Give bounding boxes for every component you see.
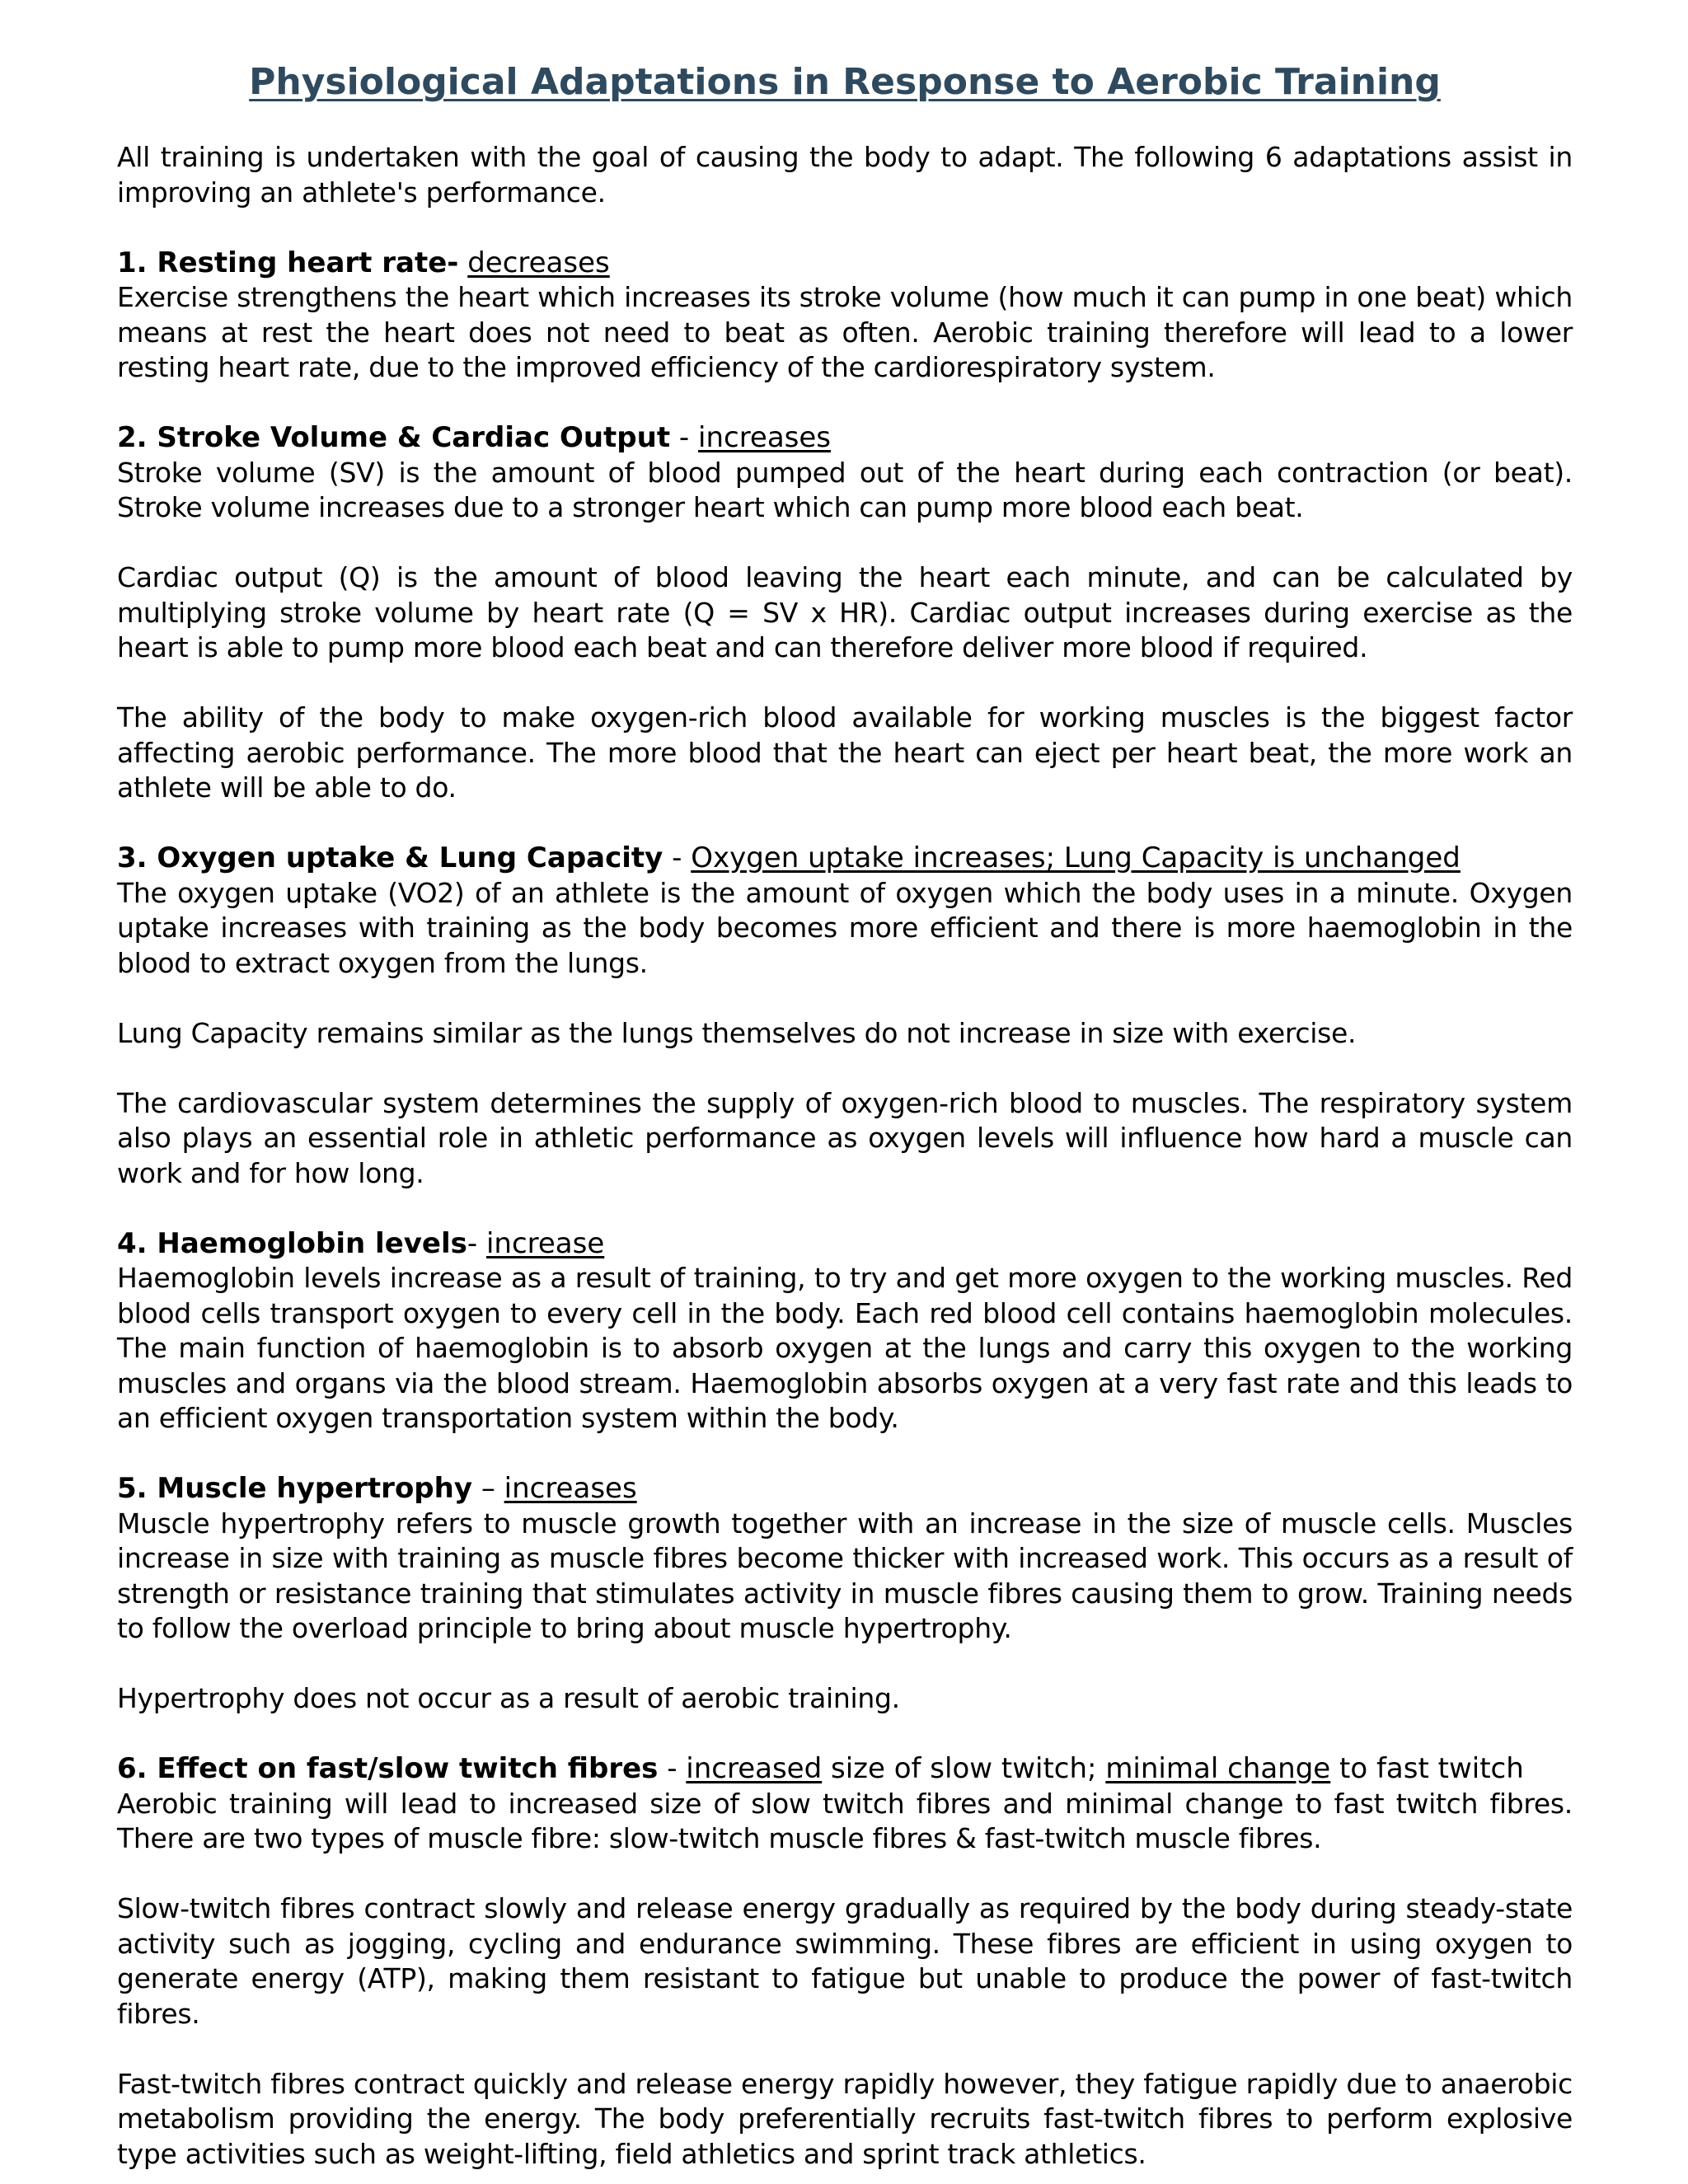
section-paragraph: Slow-twitch fibres contract slowly and release energy gradually as required by the body during steady-state activity such as jogging, cycling and endurance swimming. These fibres are efficient in using oxygen to generate energy (ATP), making them resistant to fatigue but unable to produce the power of fast-twitch fibres.: [117, 1892, 1573, 2030]
section-title: 4. Haemoglobin levels: [117, 1226, 467, 1260]
section-paragraph: Fast-twitch fibres contract quickly and release energy rapidly however, they fatigue rapidly due to anaerobic metabolism providing the energy. The body preferentially recruits fast-twitch fibres to perform explosive type activities such as weight-lifting, field athletics and sprint track athletics.: [117, 2067, 1573, 2170]
section-heading: 5. Muscle hypertrophy – increases: [117, 1472, 637, 1505]
section-muscle-hypertrophy: [117, 1471, 1573, 1717]
section-oxygen-uptake: [117, 841, 1573, 1191]
section-paragraph: Exercise strengthens the heart which increases its stroke volume (how much it can pump in one beat) which means at rest the heart does not need to beat as often. Aerobic training therefore will lead to a lower resting heart rate, due to the improved efficiency of the cardiorespiratory system.: [117, 281, 1573, 383]
section-effect: decreases: [467, 246, 610, 279]
section-heading: 3. Oxygen uptake & Lung Capacity - Oxygen uptake increases; Lung Capacity is unchanged: [117, 841, 1461, 874]
section-effect: Oxygen uptake increases; Lung Capacity is unchanged: [691, 841, 1461, 874]
section-effect-fast: minimal change: [1105, 1752, 1331, 1785]
section-paragraph: Hypertrophy does not occur as a result of aerobic training.: [117, 1682, 900, 1714]
page-title: Physiological Adaptations in Response to Aerobic Training: [249, 61, 1441, 103]
section-haemoglobin: [117, 1226, 1573, 1436]
section-paragraph: Aerobic training will lead to increased size of slow twitch fibres and minimal change to fast twitch fibres. There are two types of muscle fibre: slow-twitch muscle fibres & fast-twitch muscle fibres.: [117, 1787, 1573, 1854]
section-effect: increase: [485, 1226, 605, 1260]
section-effect-slow: increased: [686, 1752, 823, 1785]
section-heading: 4. Haemoglobin levels- increase: [117, 1226, 605, 1260]
section-paragraph: Muscle hypertrophy refers to muscle growth together with an increase in the size of muscle cells. Muscles increase in size with training as muscle fibres become thicker with increased work. This occurs as a result of strength or resistance training that stimulates activity in muscle fibres causing them to grow. Training needs to follow the overload principle to bring about muscle hypertrophy.: [117, 1507, 1573, 1644]
section-title: 3. Oxygen uptake & Lung Capacity: [117, 841, 663, 874]
document-page: [117, 58, 1573, 2172]
section-paragraph: Haemoglobin levels increase as a result of training, to try and get more oxygen to the working muscles. Red blood cells transport oxygen to every cell in the body. Each red blood cell contains haemoglobin molecules. The main function of haemoglobin is to absorb oxygen at the lungs and carry this oxygen to the working muscles and organs via the blood stream. Haemoglobin absorbs oxygen at a very fast rate and this leads to an efficient oxygen transportation system within the body.: [117, 1262, 1573, 1434]
section-title: 2. Stroke Volume & Cardiac Output: [117, 421, 671, 454]
section-paragraph: Cardiac output (Q) is the amount of blood leaving the heart each minute, and can be calculated by multiplying stroke volume by heart rate (Q = SV x HR). Cardiac output increases during exercise as the heart is able to pump more blood each beat and can therefore deliver more blood if required.: [117, 561, 1573, 663]
section-title: 6. Effect on fast/slow twitch fibres: [117, 1752, 659, 1785]
section-paragraph: The oxygen uptake (VO2) of an athlete is the amount of oxygen which the body uses in a minute. Oxygen uptake increases with training as the body becomes more efficient and there is more haemoglobin in the blood to extract oxygen from the lungs.: [117, 876, 1573, 979]
section-paragraph: The cardiovascular system determines the supply of oxygen-rich blood to muscles. The respiratory system also plays an essential role in athletic performance as oxygen levels will influence how hard a muscle can work and for how long.: [117, 1086, 1573, 1189]
section-heading: [117, 246, 1573, 281]
section-heading: 6. Effect on fast/slow twitch fibres - increased size of slow twitch; minimal change to fast twitch: [117, 1752, 1524, 1785]
section-title: 1. Resting heart rate-: [117, 246, 459, 279]
intro-paragraph: All training is undertaken with the goal of causing the body to adapt. The following 6 adaptations assist in improving an athlete's performance.: [117, 141, 1573, 209]
section-paragraph: Stroke volume (SV) is the amount of blood pumped out of the heart during each contraction (or beat). Stroke volume increases due to a stronger heart which can pump more blood each beat.: [117, 456, 1573, 523]
section-paragraph: The ability of the body to make oxygen-rich blood available for working muscles is the biggest factor affecting aerobic performance. The more blood that the heart can eject per heart beat, the more work an athlete will be able to do.: [117, 701, 1573, 804]
section-effect: increases: [698, 421, 832, 454]
section-heading: 2. Stroke Volume & Cardiac Output - increases: [117, 421, 832, 454]
section-stroke-volume: [117, 420, 1573, 806]
section-twitch-fibres: [117, 1751, 1573, 2172]
section-resting-heart-rate: [117, 246, 1573, 386]
section-effect: increases: [504, 1472, 637, 1505]
section-paragraph: Lung Capacity remains similar as the lungs themselves do not increase in size with exercise.: [117, 1016, 1357, 1049]
section-title: 5. Muscle hypertrophy: [117, 1472, 473, 1505]
